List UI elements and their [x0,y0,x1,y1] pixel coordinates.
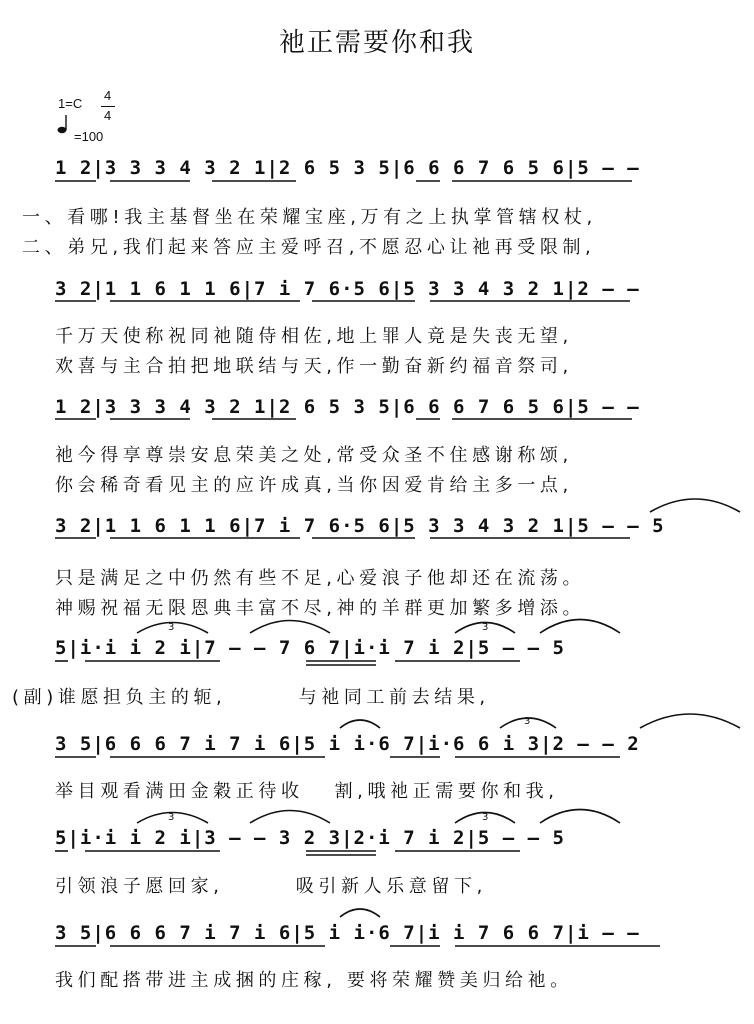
notation-row-1 [0,157,754,193]
time-signature-top: 4 [104,88,112,103]
notation-text: 5|i·i i 2 i|7 – – 7 6 7|i·i 7 i 2|5 – – 5 [55,637,565,659]
notation-text: 3 2|1 1 6 1 1 6|7 i 7 6·5 6|5 3 3 4 3 2 1|5 – – 5 [55,515,665,537]
lyric-line: (副)谁愿担负主的轭, 与祂同工前去结果, [12,687,490,708]
key-signature: 1=C [58,96,83,111]
svg-text:3: 3 [168,622,175,633]
lyric-line: 千万天使称祝同祂随侍相佐,地上罪人竟是失丧无望, [55,326,573,347]
notation-text: 1 2|3 3 3 4 3 2 1|2 6 5 3 5|6 6 6 7 6 5 6|5 – – [55,396,640,418]
svg-text:3: 3 [168,812,175,823]
song-title: 祂正需要你和我 [278,28,475,58]
svg-text:3: 3 [524,716,531,727]
lyric-line: 引领浪子愿回家, 吸引新人乐意留下, [55,876,487,897]
lyric-line: 举目观看满田金穀正待收 割,哦祂正需要你和我, [55,781,559,802]
lyric-line: 我们配搭带进主成捆的庄稼, 要将荣耀赞美归给祂。 [55,970,573,991]
notation-row-2 [0,278,754,314]
svg-text:3: 3 [482,812,489,823]
notation-row-5 [0,637,754,673]
notation-text: 1 2|3 3 3 4 3 2 1|2 6 5 3 5|6 6 6 7 6 5 6|5 – – [55,157,640,179]
lyric-line: 祂今得享尊崇安息荣美之处,常受众圣不住感谢称颂, [55,445,573,466]
notation-row-7 [0,827,754,863]
lyric-line: 欢喜与主合拍把地联结与天,作一勤奋新约福音祭司, [55,356,573,377]
lyric-line: 一、看哪!我主基督坐在荣耀宝座,万有之上执掌管辖权杖, [22,207,597,228]
tempo-marking: =100 [74,129,104,144]
notation-row-3 [0,396,754,432]
quarter-note-icon [57,114,71,134]
svg-text:3: 3 [482,622,489,633]
notation-text: 5|i·i i 2 i|3 – – 3 2 3|2·i 7 i 2|5 – – 5 [55,827,565,849]
notation-row-4 [0,515,754,551]
lyric-line: 你会稀奇看见主的应许成真,当你因爱肯给主多一点, [55,475,573,496]
notation-row-8 [0,922,754,958]
time-signature-bottom: 4 [104,108,112,123]
lyric-line: 只是满足之中仍然有些不足,心爱浪子他却还在流荡。 [55,568,586,589]
lyric-line: 神赐祝福无限恩典丰富不尽,神的羊群更加繁多增添。 [55,598,586,619]
notation-text: 3 2|1 1 6 1 1 6|7 i 7 6·5 6|5 3 3 4 3 2 1|2 – – [55,278,640,300]
notation-row-6 [0,733,754,769]
time-signature-divider [101,106,115,107]
notation-text: 3 5|6 6 6 7 i 7 i 6|5 i i·6 7|i i 7 6 6 7|i – – [55,922,640,944]
lyric-line: 二、弟兄,我们起来答应主爱呼召,不愿忍心让祂再受限制, [22,237,596,258]
notation-text: 3 5|6 6 6 7 i 7 i 6|5 i i·6 7|i·6 6 i 3|2 – – 2 [55,733,640,755]
